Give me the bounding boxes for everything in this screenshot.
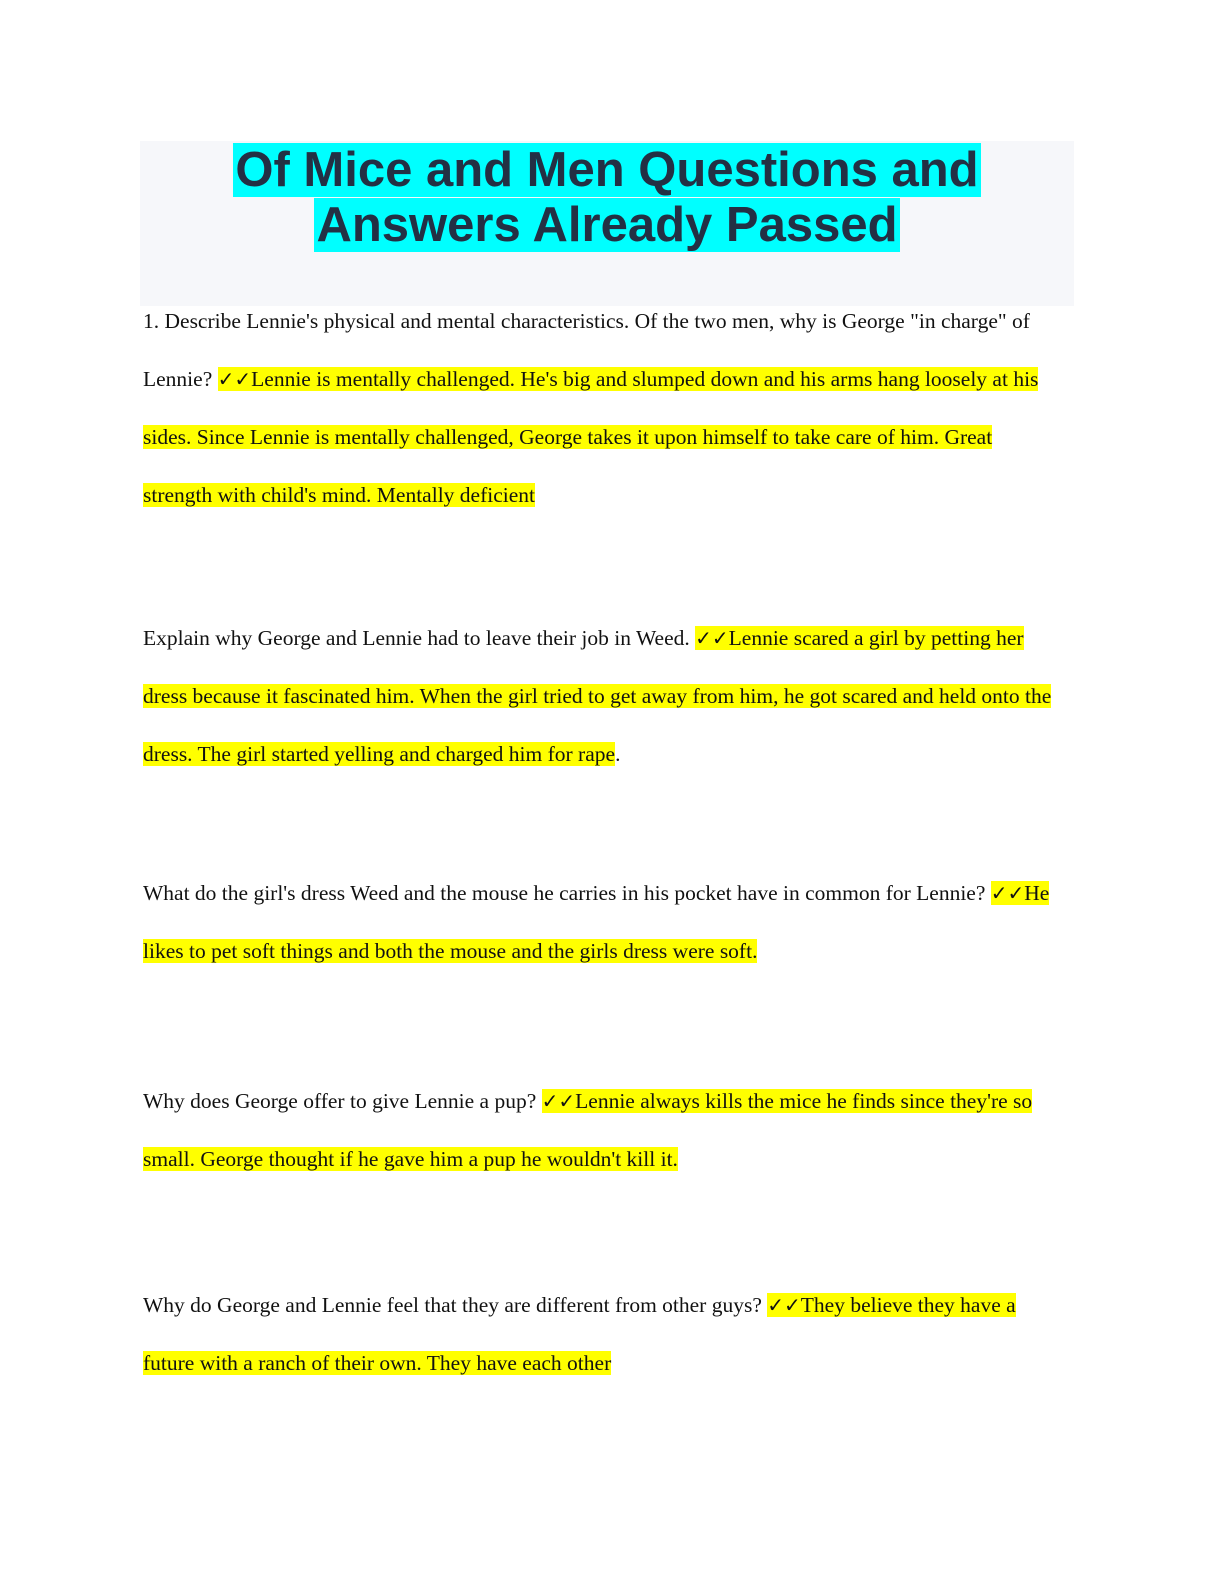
double-check-icon: ✓✓ bbox=[541, 1089, 576, 1113]
answer-block bbox=[143, 367, 1038, 507]
answer-trailing: . bbox=[615, 742, 621, 766]
question-text: Why do George and Lennie feel that they are different from other guys? bbox=[143, 1293, 768, 1317]
double-check-icon: ✓✓ bbox=[695, 626, 729, 650]
question-text: Explain why George and Lennie had to leave their job in Weed. bbox=[143, 626, 696, 650]
qa-item-4 bbox=[143, 1072, 1063, 1188]
double-check-icon: ✓✓ bbox=[767, 1293, 801, 1317]
title-line-2-text: Answers Already Passed bbox=[316, 198, 898, 252]
double-check-icon: ✓✓ bbox=[217, 367, 252, 391]
qa-item-3 bbox=[143, 864, 1063, 980]
question-text: Why does George offer to give Lennie a pup? bbox=[143, 1089, 542, 1113]
title-line-2 bbox=[140, 198, 1074, 253]
answer-text: They believe they have a future with a ranch of their own. They have each other bbox=[143, 1293, 1016, 1375]
qa-item-2 bbox=[143, 609, 1063, 783]
question-text: 1. Describe Lennie's physical and mental characteristics. Of the two men, why is George "in charge" of Lennie? bbox=[143, 309, 1030, 391]
title-line-1-text: Of Mice and Men Questions and bbox=[235, 143, 979, 197]
title-line-1 bbox=[140, 143, 1074, 198]
qa-item-1 bbox=[143, 292, 1063, 524]
answer-text: He likes to pet soft things and both the mouse and the girls dress were soft. bbox=[143, 881, 1050, 963]
answer-text: Lennie is mentally challenged. He's big and slumped down and his arms hang loosely at his sides. Since Lennie is mentally challenged, George takes it upon himself to take care of him. Great strength with child's mind. Mentally deficient bbox=[143, 367, 1039, 507]
answer-text: Lennie scared a girl by petting her dress because it fascinated him. When the girl tried to get away from him, he got scared and held onto the dress. The girl started yelling and charged him for rape bbox=[143, 626, 1052, 766]
qa-item-5 bbox=[143, 1276, 1063, 1392]
question-text: What do the girl's dress Weed and the mouse he carries in his pocket have in common for Lennie? bbox=[143, 881, 991, 905]
double-check-icon: ✓✓ bbox=[990, 881, 1025, 905]
page-title bbox=[140, 143, 1074, 253]
answer-text: Lennie always kills the mice he finds since they're so small. George thought if he gave him a pup he wouldn't kill it. bbox=[143, 1089, 1033, 1171]
